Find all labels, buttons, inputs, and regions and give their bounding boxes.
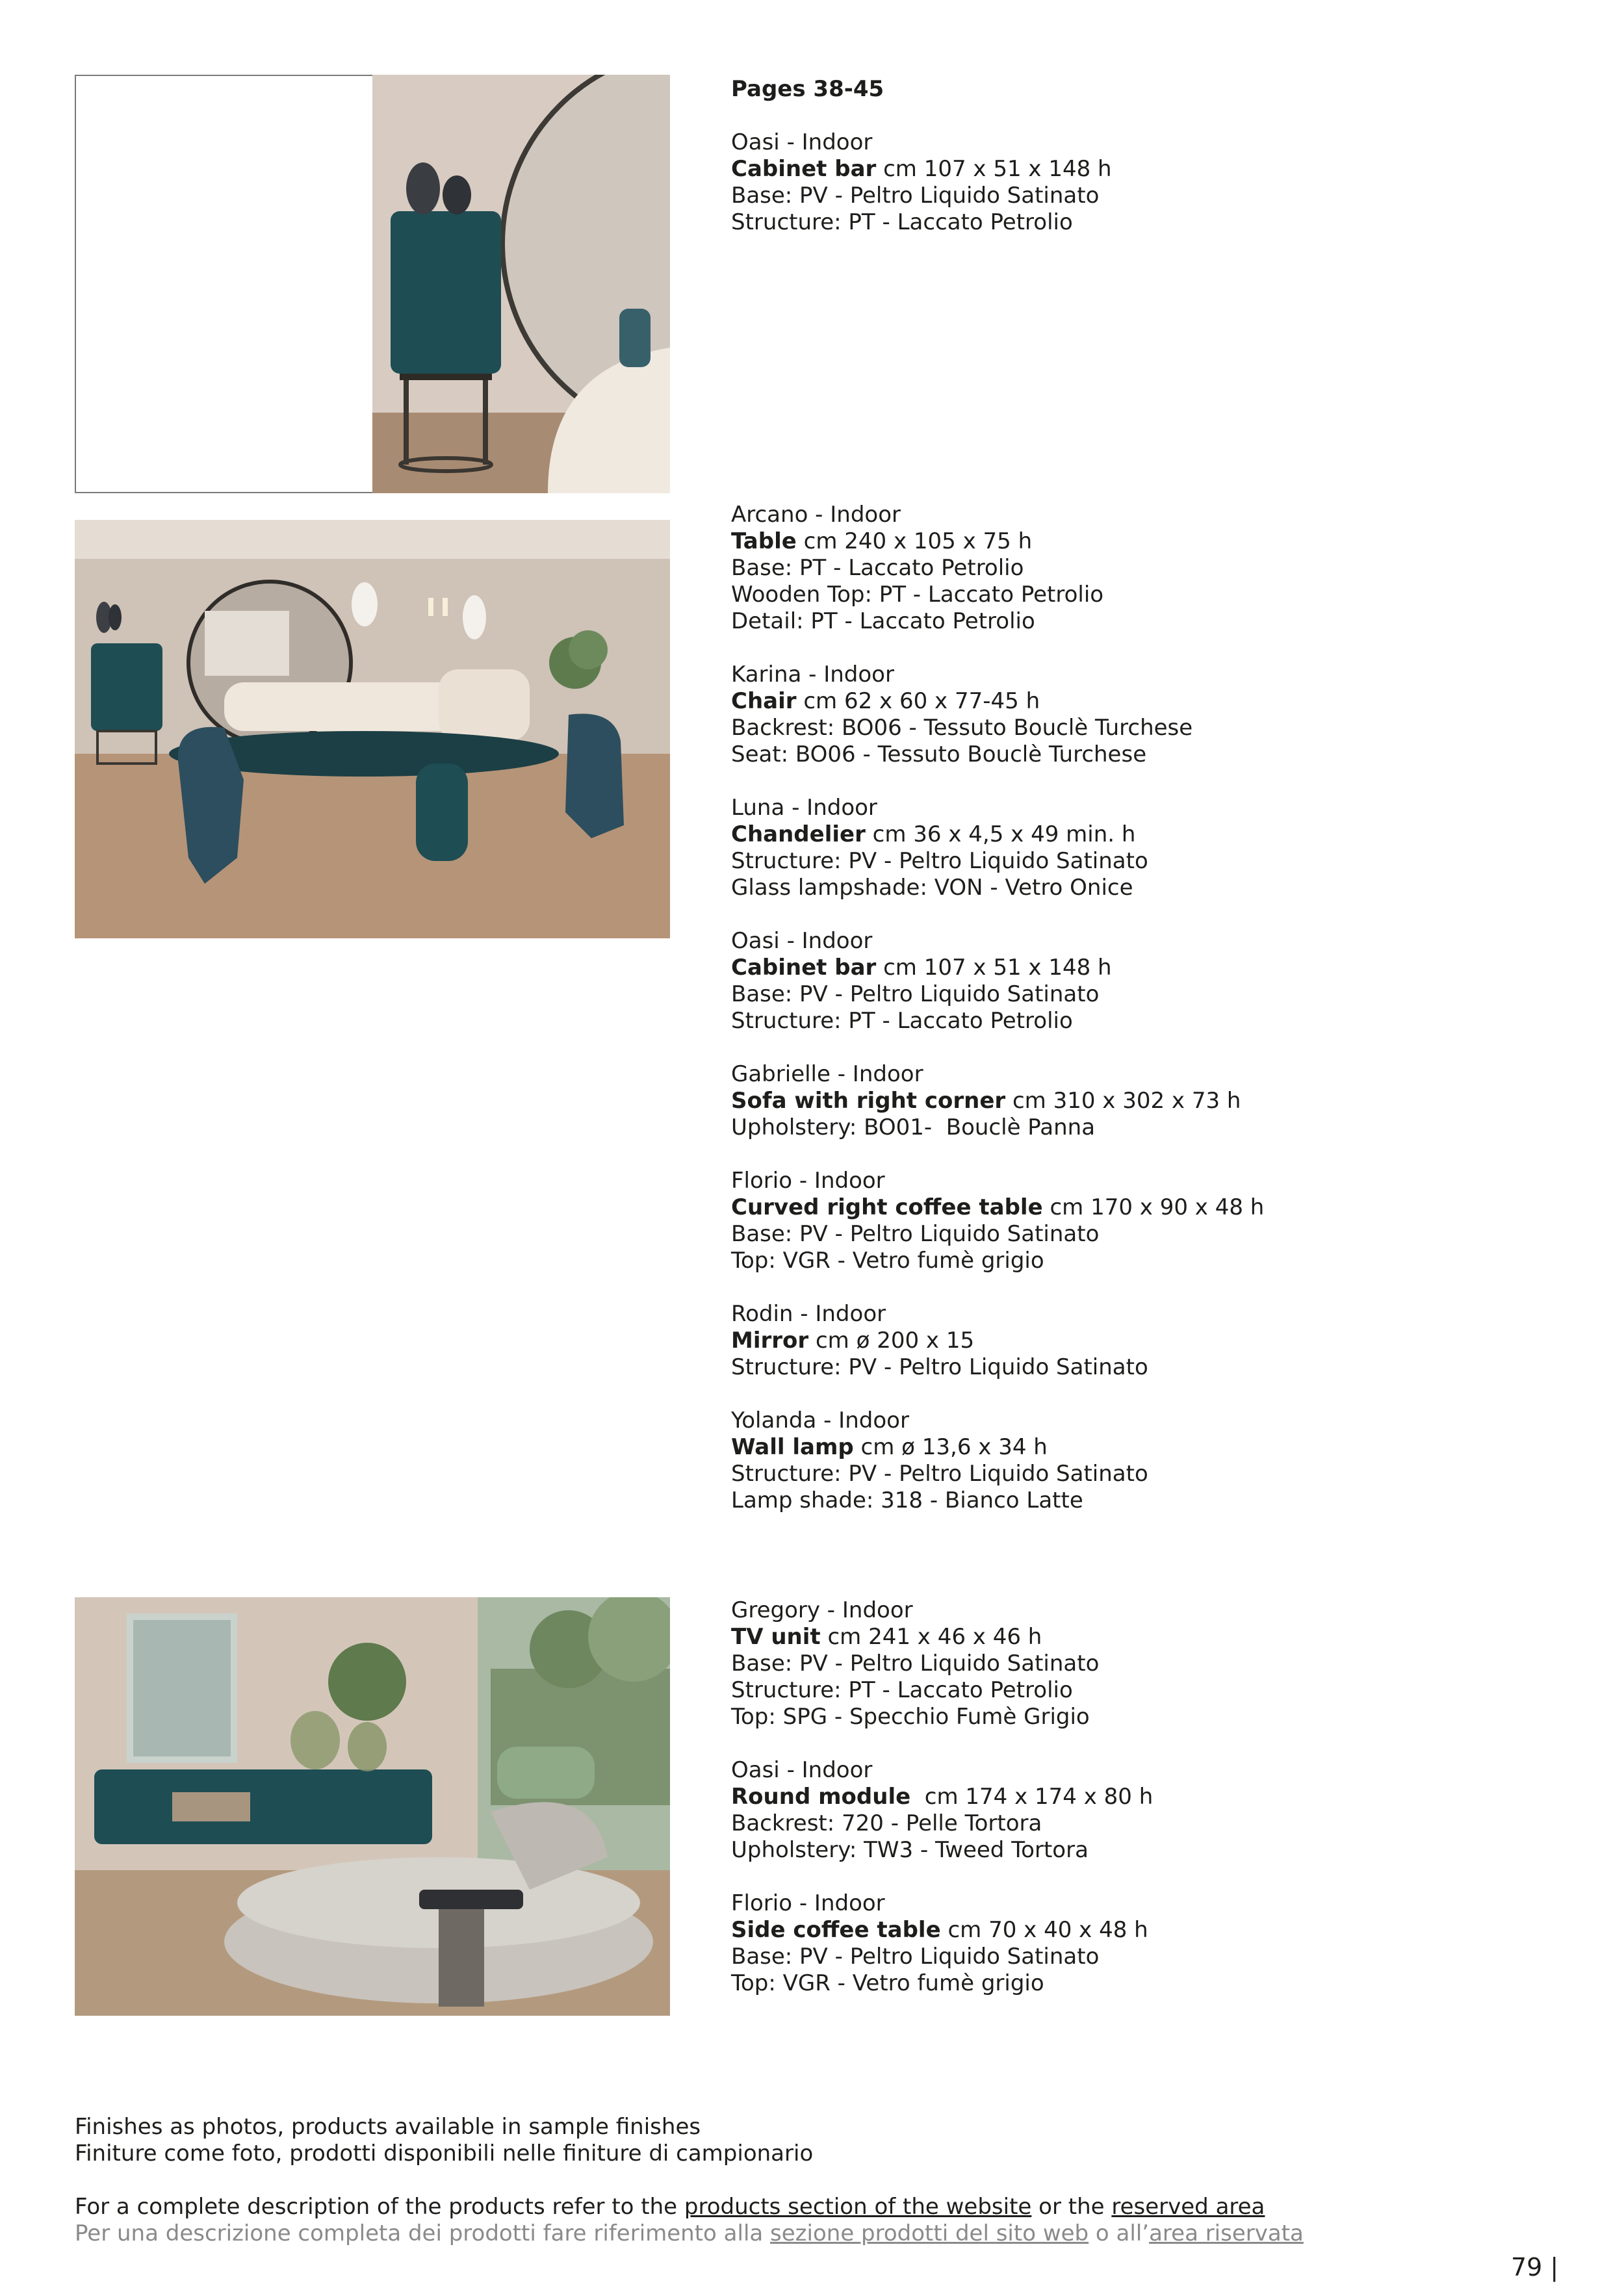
product-spec-line: Structure: PT - Laccato Petrolio <box>731 1008 1073 1034</box>
product-type: Table <box>731 528 797 554</box>
product-type-line <box>731 1088 1478 1114</box>
product-specs-column <box>731 76 1478 236</box>
product-dimensions: cm 240 x 105 x 75 h <box>796 528 1033 554</box>
product-dimensions: cm 241 x 46 x 46 h <box>820 1624 1042 1650</box>
product-spec-line: Base: PV - Peltro Liquido Satinato <box>731 981 1100 1007</box>
product-type-line <box>731 1328 1478 1354</box>
description-note-en <box>75 2194 1304 2220</box>
product-spec-line: Structure: PV - Peltro Liquido Satinato <box>731 1354 1148 1380</box>
product-type-line <box>731 955 1478 981</box>
product-type: Curved right coffee table <box>731 1194 1043 1220</box>
product-type-line <box>731 156 1478 183</box>
product-entry <box>731 1061 1478 1141</box>
product-entry <box>731 129 1478 236</box>
product-dimensions: cm 310 x 302 x 73 h <box>1005 1088 1241 1114</box>
product-entry <box>731 1168 1478 1274</box>
product-entry <box>731 795 1478 901</box>
product-dimensions: cm 107 x 51 x 148 h <box>876 156 1112 182</box>
area-riservata-link[interactable]: area riservata <box>1149 2220 1304 2246</box>
product-spec-line: Upholstery: TW3 - Tweed Tortora <box>731 1837 1089 1863</box>
spacer <box>731 1035 1478 1061</box>
product-type-line <box>731 1434 1478 1461</box>
product-entry <box>731 1301 1478 1381</box>
product-spec-line: Base: PV - Peltro Liquido Satinato <box>731 183 1100 209</box>
product-dimensions: cm 62 x 60 x 77-45 h <box>796 688 1040 714</box>
pages-heading: Pages 38-45 <box>731 76 884 102</box>
description-note-it <box>75 2220 1304 2247</box>
product-spec-line: Top: SPG - Specchio Fumè Grigio <box>731 1704 1090 1730</box>
product-type: Wall lamp <box>731 1434 854 1460</box>
product-type-line <box>731 688 1478 715</box>
photo-arcano-dining-room <box>75 520 670 938</box>
product-spec-line: Seat: BO06 - Tessuto Bouclè Turchese <box>731 741 1147 767</box>
product-spec-line: Upholstery: BO01- Bouclè Panna <box>731 1114 1096 1140</box>
product-spec-line: Structure: PV - Peltro Liquido Satinato <box>731 1461 1148 1487</box>
description-en-mid: or the <box>1031 2194 1112 2220</box>
product-type-line <box>731 821 1478 848</box>
product-spec-line: Detail: PT - Laccato Petrolio <box>731 608 1035 634</box>
product-dimensions: cm 107 x 51 x 148 h <box>876 955 1112 981</box>
description-it-prefix: Per una descrizione completa dei prodotti fare riferimento alla <box>75 2220 771 2246</box>
product-collection-name: Florio - Indoor <box>731 1890 885 1916</box>
product-spec-line: Structure: PT - Laccato Petrolio <box>731 1677 1073 1703</box>
product-entry <box>731 662 1478 768</box>
description-en-prefix: For a complete description of the products refer to the <box>75 2194 684 2220</box>
finishes-note-en: Finishes as photos, products available in sample finishes <box>75 2114 701 2140</box>
spacer <box>731 1274 1478 1301</box>
product-spec-line: Base: PT - Laccato Petrolio <box>731 555 1024 581</box>
product-spec-line: Backrest: 720 - Pelle Tortora <box>731 1810 1042 1836</box>
spacer <box>731 635 1478 662</box>
product-entry <box>731 502 1478 635</box>
product-dimensions: cm 70 x 40 x 48 h <box>940 1917 1148 1943</box>
product-collection-name: Rodin - Indoor <box>731 1301 886 1327</box>
product-dimensions: cm 174 x 174 x 80 h <box>910 1784 1154 1810</box>
footer-notes <box>75 2114 1304 2247</box>
product-entry <box>731 1597 1478 1730</box>
product-spec-line: Wooden Top: PT - Laccato Petrolio <box>731 582 1104 608</box>
product-spec-line: Lamp shade: 318 - Bianco Latte <box>731 1487 1083 1513</box>
product-spec-line: Top: VGR - Vetro fumè grigio <box>731 1970 1044 1996</box>
spec-block-oasi <box>731 129 1478 236</box>
product-type: Round module <box>731 1784 911 1810</box>
product-collection-name: Oasi - Indoor <box>731 129 873 155</box>
product-dimensions: cm 36 x 4,5 x 49 min. h <box>865 821 1136 847</box>
product-dimensions: cm ø 200 x 15 <box>808 1328 975 1354</box>
product-collection-name: Gabrielle - Indoor <box>731 1061 923 1087</box>
product-type: Sofa with right corner <box>731 1088 1006 1114</box>
finishes-note-it: Finiture come foto, prodotti disponibili nelle finiture di campionario <box>75 2140 814 2166</box>
page-number: 79 | <box>1511 2253 1559 2282</box>
product-entry <box>731 1408 1478 1514</box>
spec-block-living <box>731 1597 1478 1997</box>
sezione-prodotti-link[interactable]: sezione prodotti del sito web <box>770 2220 1089 2246</box>
product-spec-line: Glass lampshade: VON - Vetro Onice <box>731 875 1133 901</box>
product-collection-name: Luna - Indoor <box>731 795 877 821</box>
products-section-link[interactable]: products section of the website <box>684 2194 1032 2220</box>
product-collection-name: Yolanda - Indoor <box>731 1408 909 1433</box>
product-type-line <box>731 1917 1478 1944</box>
blank-image-placeholder <box>75 75 374 493</box>
product-spec-line: Backrest: BO06 - Tessuto Bouclè Turchese <box>731 715 1193 741</box>
spacer <box>731 1864 1478 1890</box>
spacer <box>731 768 1478 795</box>
product-entry <box>731 1890 1478 1997</box>
product-spec-line: Base: PV - Peltro Liquido Satinato <box>731 1221 1100 1247</box>
product-type: Chair <box>731 688 797 714</box>
reserved-area-link[interactable]: reserved area <box>1111 2194 1265 2220</box>
product-collection-name: Gregory - Indoor <box>731 1597 913 1623</box>
product-type: Side coffee table <box>731 1917 941 1943</box>
product-collection-name: Oasi - Indoor <box>731 928 873 954</box>
spec-block-dining <box>731 502 1478 1514</box>
product-specs-column-2 <box>731 502 1478 1514</box>
product-type-line <box>731 1624 1478 1651</box>
product-type: Cabinet bar <box>731 955 877 981</box>
product-type-line <box>731 1194 1478 1221</box>
product-type: TV unit <box>731 1624 821 1650</box>
spacer <box>731 1141 1478 1168</box>
photo-gregory-living-room <box>75 1597 670 2016</box>
spacer <box>731 1381 1478 1408</box>
photo-oasi-cabinet-bar <box>372 75 670 493</box>
product-spec-line: Base: PV - Peltro Liquido Satinato <box>731 1944 1100 1970</box>
product-spec-line: Structure: PT - Laccato Petrolio <box>731 209 1073 235</box>
product-dimensions: cm ø 13,6 x 34 h <box>853 1434 1048 1460</box>
product-spec-line: Top: VGR - Vetro fumè grigio <box>731 1248 1044 1274</box>
product-dimensions: cm 170 x 90 x 48 h <box>1042 1194 1265 1220</box>
product-collection-name: Oasi - Indoor <box>731 1757 873 1783</box>
product-type-line <box>731 1784 1478 1810</box>
product-spec-line: Base: PV - Peltro Liquido Satinato <box>731 1651 1100 1677</box>
product-entry <box>731 928 1478 1035</box>
spacer <box>731 901 1478 928</box>
product-type: Cabinet bar <box>731 156 877 182</box>
product-type: Mirror <box>731 1328 809 1354</box>
description-it-mid: o all’ <box>1089 2220 1150 2246</box>
product-collection-name: Florio - Indoor <box>731 1168 885 1194</box>
product-type: Chandelier <box>731 821 866 847</box>
product-entry <box>731 1757 1478 1864</box>
product-type-line <box>731 528 1478 555</box>
product-collection-name: Arcano - Indoor <box>731 502 901 528</box>
spacer <box>731 1730 1478 1757</box>
product-specs-column-3 <box>731 1597 1478 1997</box>
product-spec-line: Structure: PV - Peltro Liquido Satinato <box>731 848 1148 874</box>
product-collection-name: Karina - Indoor <box>731 662 894 688</box>
